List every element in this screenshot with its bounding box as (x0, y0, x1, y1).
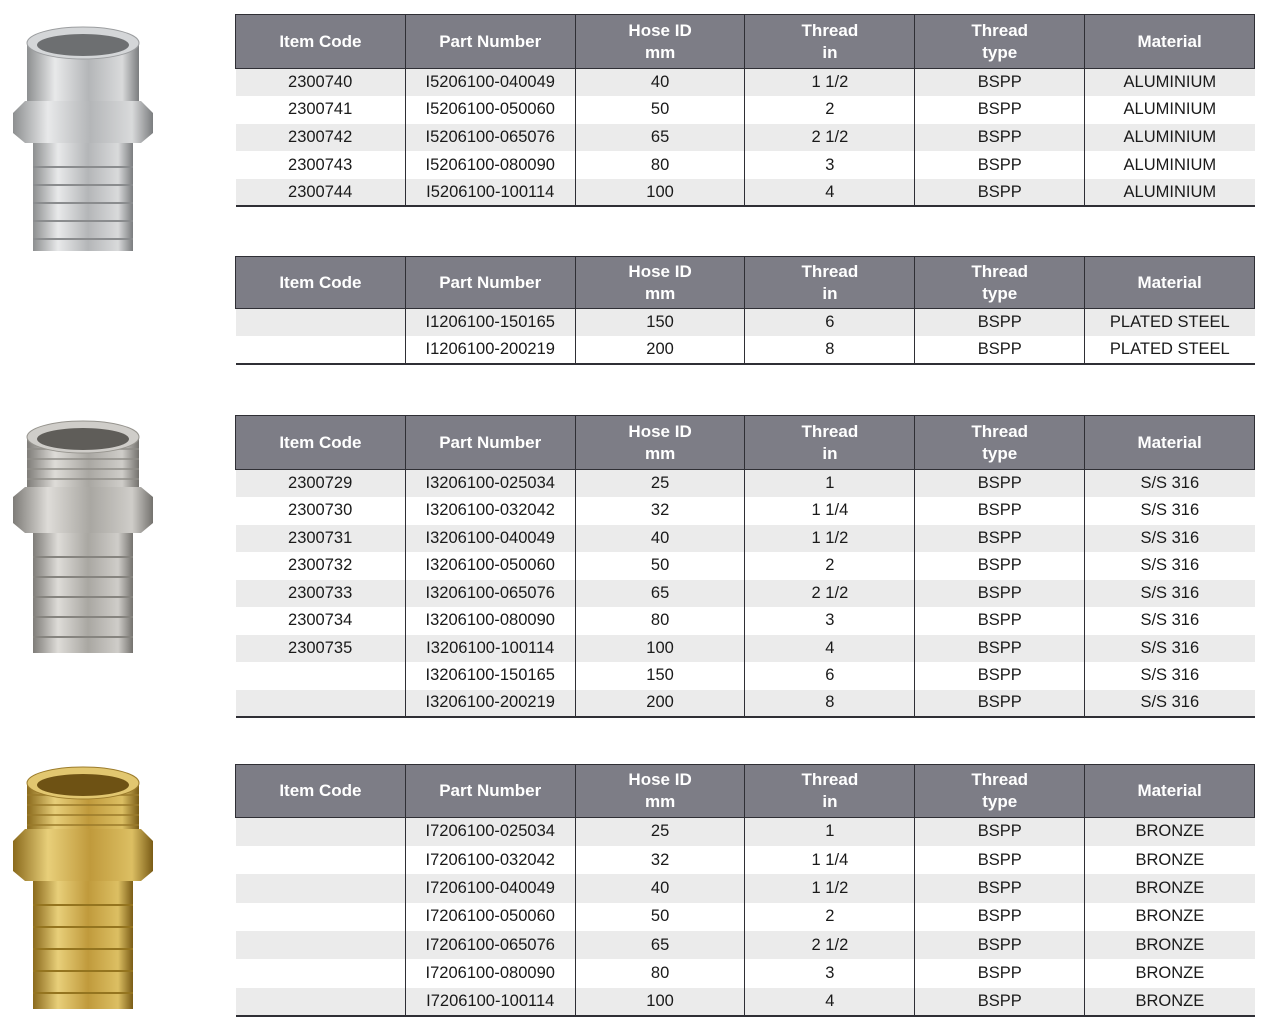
table-row (236, 846, 1255, 874)
cell-item-code (236, 988, 406, 1016)
cell-thread-size: 2 (745, 552, 915, 580)
table-row (236, 818, 1255, 846)
table-row (236, 959, 1255, 987)
cell-thread-type: BSPP (915, 635, 1085, 663)
table-row (236, 96, 1255, 124)
table-row (236, 662, 1255, 690)
table-row (236, 874, 1255, 902)
header-item-code (236, 765, 406, 818)
cell-thread-size: 3 (745, 959, 915, 987)
cell-part-number: I5206100-065076 (405, 124, 575, 152)
cell-thread-type: BSPP (915, 336, 1085, 364)
cell-material: S/S 316 (1085, 607, 1255, 635)
header-part-number (405, 765, 575, 818)
cell-item-code (236, 818, 406, 846)
header-hose-id-line: mm (644, 792, 676, 811)
cell-material: S/S 316 (1085, 662, 1255, 690)
table-body (236, 309, 1255, 364)
cell-thread-type: BSPP (915, 497, 1085, 525)
cell-thread-type: BSPP (915, 690, 1085, 718)
header-hose-id-line: mm (644, 283, 676, 303)
cell-thread-type: BSPP (915, 846, 1085, 874)
cell-hose-id: 25 (575, 470, 745, 498)
cell-thread-type: BSPP (915, 903, 1085, 931)
table-row (236, 497, 1255, 525)
header-part-number-line: Part Number (439, 432, 542, 452)
table-row (236, 690, 1255, 718)
header-item-code-line: Item Code (279, 272, 362, 292)
cell-hose-id: 100 (575, 988, 745, 1016)
cell-hose-id: 200 (575, 336, 745, 364)
cell-thread-size: 8 (745, 690, 915, 718)
header-hose-id (575, 765, 745, 818)
cell-material: S/S 316 (1085, 635, 1255, 663)
cell-hose-id: 40 (575, 874, 745, 902)
header-part-number-line: Part Number (439, 31, 542, 51)
cell-hose-id: 32 (575, 846, 745, 874)
cell-thread-size: 3 (745, 151, 915, 179)
cell-hose-id: 50 (575, 903, 745, 931)
header-item-code-line: Item Code (279, 781, 362, 800)
cell-thread-type: BSPP (915, 931, 1085, 959)
cell-part-number: I7206100-040049 (405, 874, 575, 902)
cell-item-code: 2300743 (236, 151, 406, 179)
table-row (236, 607, 1255, 635)
cell-thread-size: 6 (745, 309, 915, 337)
cell-item-code (236, 874, 406, 902)
table-row (236, 336, 1255, 364)
header-item-code (236, 15, 406, 69)
header-thread-type-line: Thread (971, 421, 1029, 441)
header-thread-type (915, 765, 1085, 818)
cell-hose-id: 50 (575, 552, 745, 580)
cell-part-number: I3206100-200219 (405, 690, 575, 718)
cell-hose-id: 65 (575, 931, 745, 959)
cell-part-number: I3206100-025034 (405, 470, 575, 498)
header-thread-type-line: type (982, 283, 1018, 303)
cell-item-code: 2300744 (236, 179, 406, 207)
cell-thread-size: 4 (745, 179, 915, 207)
cell-material: ALUMINIUM (1085, 124, 1255, 152)
cell-material: BRONZE (1085, 988, 1255, 1016)
cell-thread-type: BSPP (915, 818, 1085, 846)
cell-thread-size: 1 1/2 (745, 874, 915, 902)
cell-hose-id: 80 (575, 151, 745, 179)
header-thread-type-line: type (982, 42, 1018, 62)
cell-part-number: I7206100-050060 (405, 903, 575, 931)
cell-part-number: I5206100-080090 (405, 151, 575, 179)
cell-item-code (236, 662, 406, 690)
table-row (236, 552, 1255, 580)
header-thread-size (745, 15, 915, 69)
cell-part-number: I3206100-100114 (405, 635, 575, 663)
cell-material: BRONZE (1085, 903, 1255, 931)
header-thread-size-line: Thread (801, 421, 859, 441)
cell-material: S/S 316 (1085, 580, 1255, 608)
cell-item-code: 2300732 (236, 552, 406, 580)
header-material-line: Material (1137, 432, 1202, 452)
cell-hose-id: 50 (575, 96, 745, 124)
cell-part-number: I3206100-150165 (405, 662, 575, 690)
cell-thread-size: 8 (745, 336, 915, 364)
header-material (1085, 765, 1255, 818)
header-thread-type-line: Thread (971, 261, 1029, 281)
cell-item-code: 2300741 (236, 96, 406, 124)
cell-item-code (236, 959, 406, 987)
header-thread-size (745, 416, 915, 470)
table-row (236, 635, 1255, 663)
header-hose-id-line: Hose ID (628, 261, 692, 281)
cell-item-code (236, 846, 406, 874)
header-thread-size-line: Thread (801, 20, 859, 40)
cell-thread-size: 2 (745, 96, 915, 124)
header-thread-type (915, 416, 1085, 470)
cell-hose-id: 80 (575, 959, 745, 987)
header-thread-type-line: type (982, 443, 1018, 463)
cell-part-number: I3206100-065076 (405, 580, 575, 608)
cell-material: S/S 316 (1085, 525, 1255, 553)
cell-part-number: I7206100-025034 (405, 818, 575, 846)
cell-hose-id: 100 (575, 179, 745, 207)
cell-item-code: 2300735 (236, 635, 406, 663)
table-row (236, 580, 1255, 608)
cell-thread-size: 1 1/2 (745, 69, 915, 97)
header-thread-size-line: in (822, 792, 838, 811)
cell-thread-type: BSPP (915, 552, 1085, 580)
cell-hose-id: 150 (575, 662, 745, 690)
header-hose-id (575, 257, 745, 309)
cell-item-code (236, 690, 406, 718)
cell-thread-size: 1 1/2 (745, 525, 915, 553)
cell-thread-type: BSPP (915, 179, 1085, 207)
table-body (236, 470, 1255, 718)
header-thread-size-line: in (822, 42, 838, 62)
cell-thread-type: BSPP (915, 662, 1085, 690)
cell-material: ALUMINIUM (1085, 96, 1255, 124)
header-thread-type (915, 15, 1085, 69)
table-body (236, 818, 1255, 1017)
cell-thread-type: BSPP (915, 959, 1085, 987)
cell-thread-type: BSPP (915, 124, 1085, 152)
cell-hose-id: 65 (575, 580, 745, 608)
cell-thread-size: 1 1/4 (745, 497, 915, 525)
cell-part-number: I5206100-050060 (405, 96, 575, 124)
cell-thread-size: 1 (745, 818, 915, 846)
cell-item-code (236, 309, 406, 337)
cell-thread-size: 1 (745, 470, 915, 498)
cell-thread-type: BSPP (915, 151, 1085, 179)
table-row (236, 151, 1255, 179)
cell-thread-type: BSPP (915, 96, 1085, 124)
header-thread-size-line: in (822, 283, 838, 303)
cell-part-number: I1206100-150165 (405, 309, 575, 337)
cell-thread-type: BSPP (915, 69, 1085, 97)
table-row (236, 931, 1255, 959)
table-header-row (236, 15, 1255, 69)
header-thread-size-line: in (822, 443, 838, 463)
cell-part-number: I3206100-040049 (405, 525, 575, 553)
header-material (1085, 416, 1255, 470)
aluminium-spec-table (235, 14, 1255, 207)
cell-item-code: 2300740 (236, 69, 406, 97)
cell-part-number: I5206100-100114 (405, 179, 575, 207)
header-hose-id-line: mm (644, 443, 676, 463)
cell-hose-id: 150 (575, 309, 745, 337)
table-row (236, 309, 1255, 337)
cell-thread-type: BSPP (915, 607, 1085, 635)
cell-hose-id: 32 (575, 497, 745, 525)
cell-hose-id: 200 (575, 690, 745, 718)
cell-material: S/S 316 (1085, 497, 1255, 525)
plated-steel-spec-table (235, 256, 1255, 365)
cell-part-number: I5206100-040049 (405, 69, 575, 97)
header-item-code (236, 257, 406, 309)
cell-item-code: 2300730 (236, 497, 406, 525)
header-thread-size (745, 257, 915, 309)
header-part-number-line: Part Number (439, 781, 542, 800)
header-thread-size (745, 765, 915, 818)
cell-item-code: 2300734 (236, 607, 406, 635)
cell-thread-size: 2 1/2 (745, 124, 915, 152)
cell-material: BRONZE (1085, 818, 1255, 846)
table-header-row (236, 765, 1255, 818)
cell-item-code: 2300731 (236, 525, 406, 553)
cell-hose-id: 100 (575, 635, 745, 663)
cell-thread-size: 2 1/2 (745, 931, 915, 959)
stainless-steel-hose-tail-icon (5, 415, 160, 660)
table-row (236, 179, 1255, 207)
header-part-number-line: Part Number (439, 272, 542, 292)
cell-hose-id: 40 (575, 525, 745, 553)
cell-part-number: I7206100-100114 (405, 988, 575, 1016)
header-material-line: Material (1137, 272, 1202, 292)
header-item-code (236, 416, 406, 470)
header-thread-size-line: Thread (801, 770, 859, 789)
header-hose-id-line: Hose ID (628, 770, 692, 789)
cell-item-code: 2300742 (236, 124, 406, 152)
cell-thread-size: 2 (745, 903, 915, 931)
header-hose-id-line: mm (644, 42, 676, 62)
cell-part-number: I7206100-080090 (405, 959, 575, 987)
cell-material: S/S 316 (1085, 470, 1255, 498)
cell-hose-id: 65 (575, 124, 745, 152)
header-hose-id (575, 15, 745, 69)
cell-thread-size: 6 (745, 662, 915, 690)
header-material-line: Material (1137, 31, 1202, 51)
table-row (236, 124, 1255, 152)
cell-thread-type: BSPP (915, 988, 1085, 1016)
header-thread-size-line: Thread (801, 261, 859, 281)
cell-part-number: I3206100-080090 (405, 607, 575, 635)
header-hose-id-line: Hose ID (628, 20, 692, 40)
header-hose-id (575, 416, 745, 470)
header-item-code-line: Item Code (279, 31, 362, 51)
header-part-number (405, 15, 575, 69)
cell-thread-type: BSPP (915, 470, 1085, 498)
cell-item-code: 2300729 (236, 470, 406, 498)
cell-thread-size: 4 (745, 988, 915, 1016)
table-row (236, 988, 1255, 1016)
header-material (1085, 257, 1255, 309)
header-item-code-line: Item Code (279, 432, 362, 452)
cell-item-code (236, 336, 406, 364)
cell-material: ALUMINIUM (1085, 179, 1255, 207)
cell-part-number: I7206100-032042 (405, 846, 575, 874)
header-part-number (405, 416, 575, 470)
cell-thread-type: BSPP (915, 580, 1085, 608)
header-thread-type-line: type (982, 792, 1018, 811)
cell-material: S/S 316 (1085, 690, 1255, 718)
cell-item-code: 2300733 (236, 580, 406, 608)
cell-part-number: I1206100-200219 (405, 336, 575, 364)
bronze-spec-table (235, 764, 1255, 1017)
table-header-row (236, 257, 1255, 309)
cell-material: BRONZE (1085, 846, 1255, 874)
cell-thread-size: 1 1/4 (745, 846, 915, 874)
cell-item-code (236, 903, 406, 931)
aluminium-hose-tail-icon (5, 15, 160, 260)
cell-thread-size: 3 (745, 607, 915, 635)
header-material (1085, 15, 1255, 69)
table-row (236, 525, 1255, 553)
header-material-line: Material (1137, 781, 1202, 800)
bronze-hose-tail-icon (5, 763, 160, 1018)
cell-part-number: I7206100-065076 (405, 931, 575, 959)
cell-thread-type: BSPP (915, 874, 1085, 902)
table-header-row (236, 416, 1255, 470)
cell-hose-id: 25 (575, 818, 745, 846)
table-row (236, 69, 1255, 97)
header-part-number (405, 257, 575, 309)
table-body (236, 69, 1255, 207)
cell-material: ALUMINIUM (1085, 69, 1255, 97)
header-hose-id-line: Hose ID (628, 421, 692, 441)
stainless-steel-spec-table (235, 415, 1255, 718)
header-thread-type (915, 257, 1085, 309)
cell-thread-type: BSPP (915, 525, 1085, 553)
cell-thread-size: 2 1/2 (745, 580, 915, 608)
table-row (236, 903, 1255, 931)
cell-thread-type: BSPP (915, 309, 1085, 337)
cell-material: S/S 316 (1085, 552, 1255, 580)
header-thread-type-line: Thread (971, 20, 1029, 40)
table-row (236, 470, 1255, 498)
header-thread-type-line: Thread (971, 770, 1029, 789)
cell-hose-id: 80 (575, 607, 745, 635)
cell-item-code (236, 931, 406, 959)
cell-material: BRONZE (1085, 959, 1255, 987)
cell-part-number: I3206100-050060 (405, 552, 575, 580)
cell-material: BRONZE (1085, 931, 1255, 959)
cell-material: BRONZE (1085, 874, 1255, 902)
cell-hose-id: 40 (575, 69, 745, 97)
cell-material: PLATED STEEL (1085, 336, 1255, 364)
cell-thread-size: 4 (745, 635, 915, 663)
cell-material: PLATED STEEL (1085, 309, 1255, 337)
cell-part-number: I3206100-032042 (405, 497, 575, 525)
cell-material: ALUMINIUM (1085, 151, 1255, 179)
